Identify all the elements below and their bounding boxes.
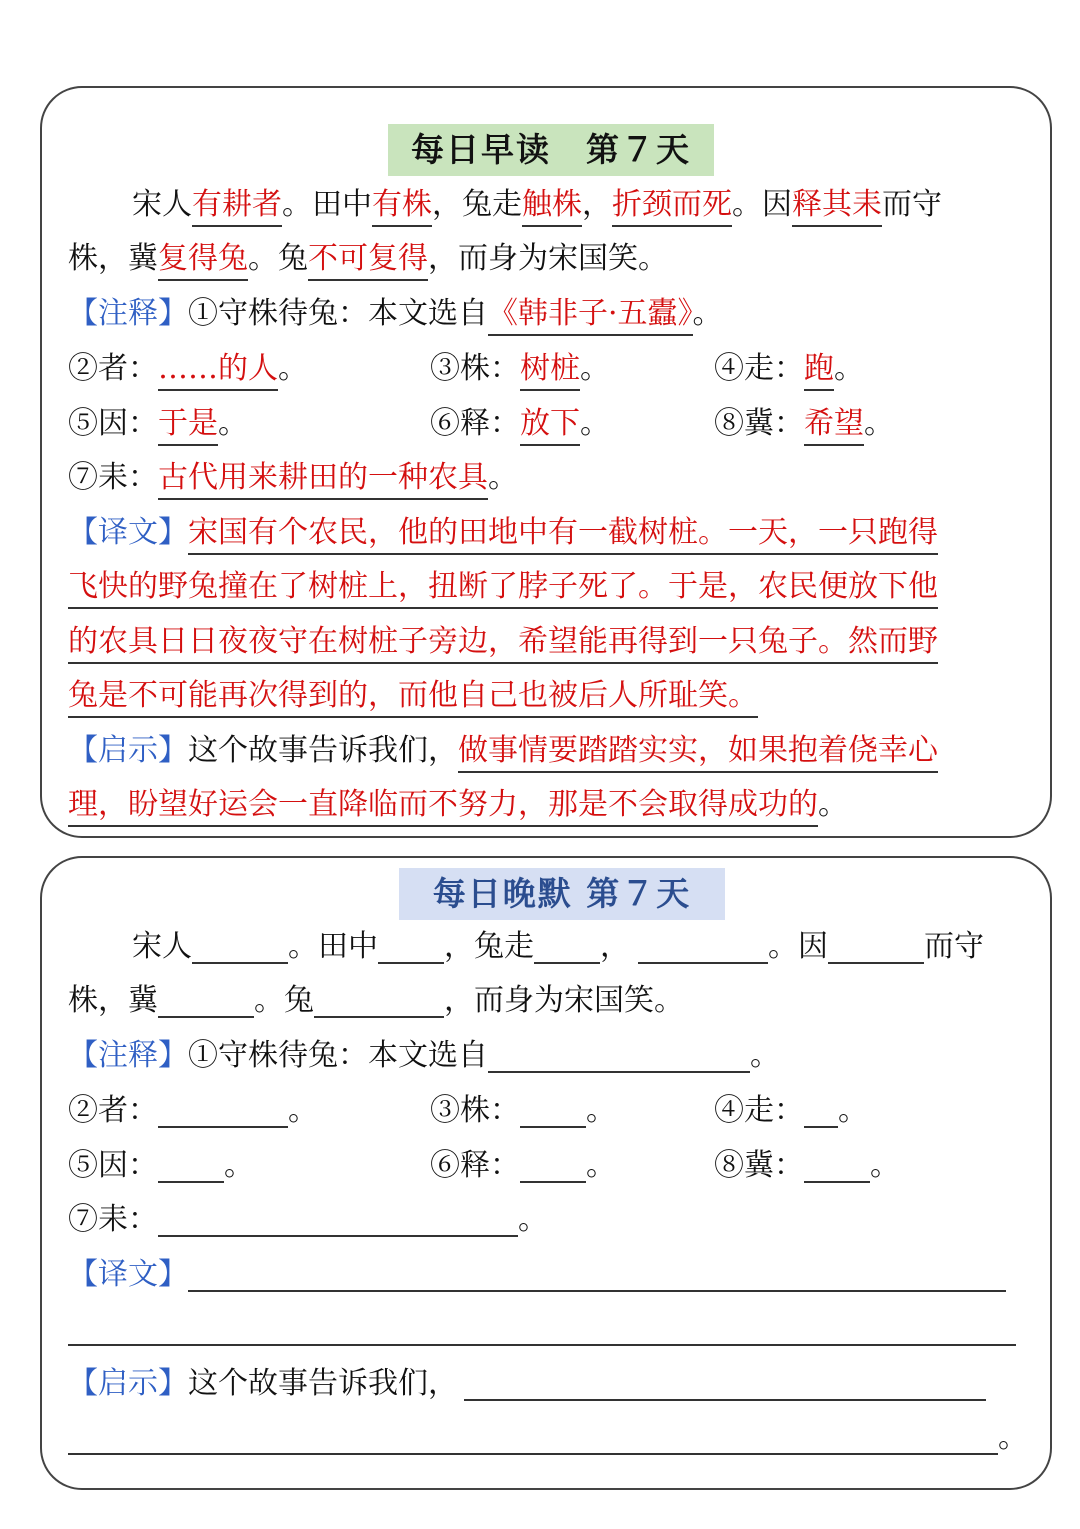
translation-tag: 【译文】	[68, 515, 188, 550]
translation-line-2: 飞快的野兔撞在了树桩上，扭断了脖子死了。于是，农民便放下他	[68, 560, 1012, 614]
note-line: 【注释】①守株待兔：本文选自《韩非子·五蠹》。	[68, 287, 1012, 341]
note-tag: 【注释】	[68, 296, 188, 331]
text-line-2: 株，冀复得兔。兔不可复得，而身为宋国笑。	[68, 232, 1012, 286]
fill-blank[interactable]	[158, 986, 254, 1018]
blank-note-row-a: ②者： 。 ③株： 。 ④走： 。	[68, 1093, 868, 1128]
blank-line-1: 宋人 。田中 ，兔走 ， 。因 而守	[132, 929, 984, 964]
note-ji: ⑧冀：希望。	[714, 397, 894, 451]
note-zhe: ②者：……的人。	[68, 342, 308, 396]
fill-blank[interactable]	[68, 1423, 998, 1455]
answer-text: 触株	[522, 187, 582, 227]
note-zhu: ③株：树桩。	[430, 342, 610, 396]
fill-blank[interactable]	[638, 932, 768, 964]
translation-line-4: 兔是不可能再次得到的，而他自己也被后人所耻笑。	[68, 669, 1012, 723]
fill-blank[interactable]	[68, 1314, 1016, 1346]
note-row-c: ⑦耒：古代用来耕田的一种农具。	[68, 451, 1012, 505]
insight-line-2: 理，盼望好运会一直降临而不努力，那是不会取得成功的。	[68, 778, 1012, 832]
translation-line-3: 的农具日日夜夜守在树桩子旁边，希望能再得到一只兔子。然而野	[68, 615, 1012, 669]
blank-insight-line-1: 【启示】这个故事告诉我们，	[68, 1357, 1012, 1411]
fill-blank[interactable]	[488, 1041, 750, 1073]
answer-text: 不可复得	[308, 241, 428, 281]
blank-line-2: 株，冀 。兔 ，而身为宋国笑。	[68, 983, 684, 1018]
fill-blank[interactable]	[828, 932, 924, 964]
fill-blank[interactable]	[158, 1096, 288, 1128]
blank-note-row-c: ⑦耒： 。	[68, 1202, 548, 1237]
fill-blank[interactable]	[464, 1369, 986, 1401]
note-yin: ⑤因：于是。	[68, 397, 248, 451]
translation-line-1: 【译文】宋国有个农民，他的田地中有一截树桩。一天，一只跑得	[68, 506, 1012, 560]
answer-text: 有株	[372, 187, 432, 227]
fill-blank[interactable]	[188, 1260, 1006, 1292]
answer-text: 折颈而死	[612, 187, 732, 227]
note-lei-answer: 古代用来耕田的一种农具	[158, 460, 488, 500]
insight-line-1: 【启示】这个故事告诉我们，做事情要踏踏实实，如果抱着侥幸心	[68, 724, 1012, 778]
blank-note-row-b: ⑤因： 。 ⑥释： 。 ⑧冀： 。	[68, 1148, 900, 1183]
note-row-a	[68, 342, 1012, 396]
answer-text: 复得兔	[158, 241, 248, 281]
note-tag: 【注释】	[68, 1038, 188, 1073]
blank-translation-line-1	[68, 1248, 1012, 1302]
fill-blank[interactable]	[378, 932, 444, 964]
fill-blank[interactable]	[520, 1096, 586, 1128]
blank-insight-line-2: 。	[68, 1411, 1012, 1465]
blank-translation-line-2	[68, 1302, 1012, 1356]
answer-text: 有耕者	[192, 187, 282, 227]
text-line-1: 宋人有耕者。田中有株，兔走触株，折颈而死。因释其耒而守	[68, 178, 1012, 232]
morning-reading-card	[40, 86, 1052, 838]
note-zou: ④走：跑。	[714, 342, 864, 396]
insight-tag: 【启示】	[68, 733, 188, 768]
fill-blank[interactable]	[534, 932, 600, 964]
evening-dictation-title: 每日晚默 第７天	[399, 868, 725, 920]
morning-reading-title: 每日早读 第７天	[388, 124, 714, 176]
answer-text: 释其耒	[792, 187, 882, 227]
translation-tag: 【译文】	[68, 1257, 188, 1292]
note-shi: ⑥释：放下。	[430, 397, 610, 451]
fill-blank[interactable]	[520, 1151, 586, 1183]
evening-dictation-card	[40, 856, 1052, 1490]
insight-tag: 【启示】	[68, 1366, 188, 1401]
note-source: 《韩非子·五蠹》	[488, 296, 693, 336]
fill-blank[interactable]	[158, 1151, 224, 1183]
blank-note-line: 【注释】①守株待兔：本文选自 。	[68, 1038, 780, 1073]
fill-blank[interactable]	[804, 1096, 838, 1128]
fill-blank[interactable]	[314, 986, 444, 1018]
fill-blank[interactable]	[804, 1151, 870, 1183]
fill-blank[interactable]	[158, 1205, 518, 1237]
fill-blank[interactable]	[192, 932, 288, 964]
note-row-b	[68, 397, 1012, 451]
